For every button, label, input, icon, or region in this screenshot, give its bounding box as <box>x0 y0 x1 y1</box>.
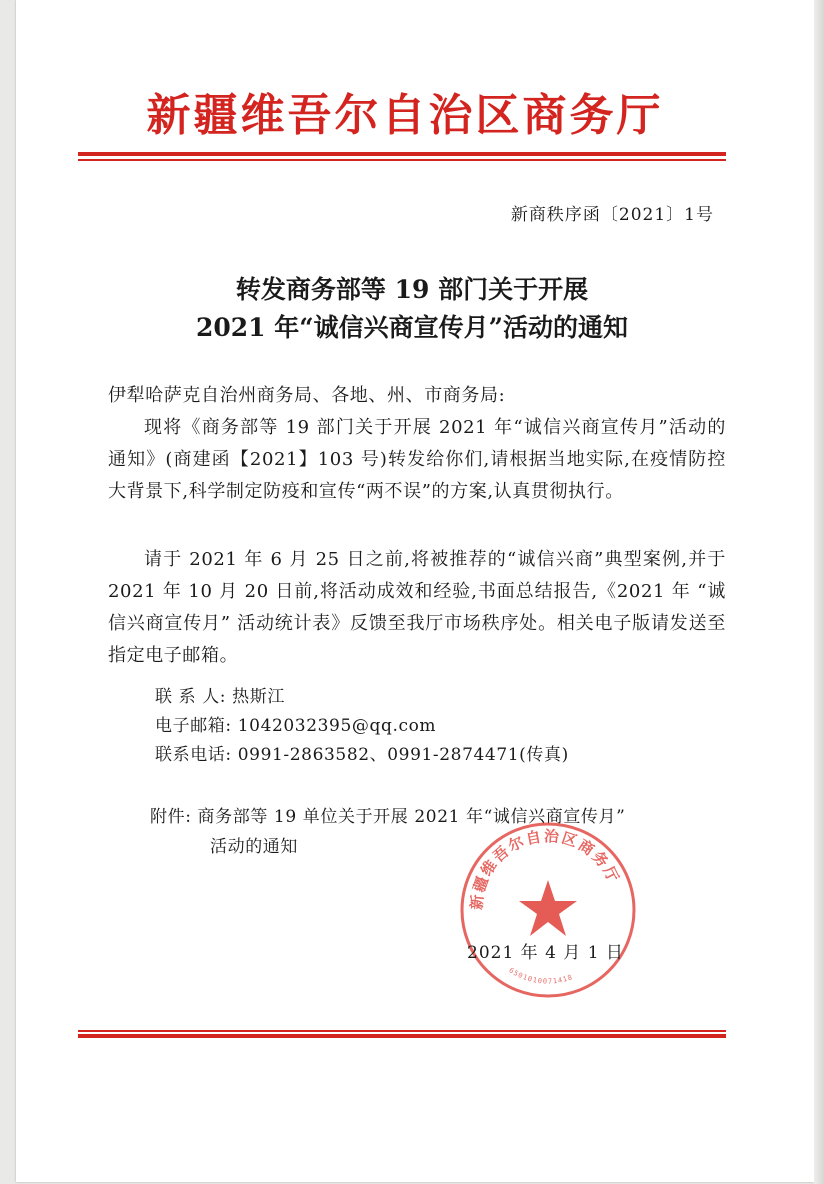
contact-person: 联 系 人: 热斯江 <box>155 687 285 707</box>
issue-date: 2021 年 4 月 1 日 <box>467 943 624 963</box>
masthead-red-line <box>78 152 726 156</box>
title-line-1: 转发商务部等 19 部门关于开展 <box>235 275 589 304</box>
contact-email: 电子邮箱: 1042032395@qq.com <box>155 716 437 736</box>
svg-text:新疆维吾尔自治区商务厅: 新疆维吾尔自治区商务厅 <box>467 826 624 911</box>
contact-phone: 联系电话: 0991-2863582、0991-2874471(传真) <box>155 745 569 765</box>
footer-red-thin-line <box>78 1030 726 1032</box>
scan-edge-shadow <box>814 0 824 1184</box>
masthead-red-thin-line <box>78 159 726 161</box>
document-number: 新商秩序函〔2021〕1号 <box>510 205 714 225</box>
footer-red-line <box>78 1034 726 1038</box>
body-paragraph-2: 请于 2021 年 6 月 25 日之前,将被推荐的“诚信兴商”典型案例,并于 2021 年 10 月 20 日前,将活动成效和经验,书面总结报告,《2021 年 “诚信兴商宣传月” 活动统计表》反馈至我厅市场秩序处。相关电子版请发送至指定电子邮箱。 <box>108 549 726 666</box>
title-line-2: 2021 年“诚信兴商宣传月”活动的通知 <box>195 313 629 342</box>
issuer-masthead: 新疆维吾尔自治区商务厅 <box>146 90 664 141</box>
svg-text:6501010071418: 6501010071418 <box>507 966 575 986</box>
salutation: 伊犁哈萨克自治州商务局、各地、州、市商务局: <box>108 385 506 406</box>
official-seal <box>456 818 640 1002</box>
seal-star-icon <box>519 880 577 936</box>
attachment-line-2: 活动的通知 <box>210 837 298 857</box>
attachment-line-1: 附件: 商务部等 19 单位关于开展 2021 年“诚信兴商宣传月” <box>150 807 626 827</box>
body-paragraph-1: 现将《商务部等 19 部门关于开展 2021 年“诚信兴商宣传月”活动的通知》(商建函【2021】103 号)转发给你们,请根据当地实际,在疫情防控大背景下,科学制定防疫和宣传“两不误”的方案,认真贯彻执行。 <box>108 417 726 502</box>
